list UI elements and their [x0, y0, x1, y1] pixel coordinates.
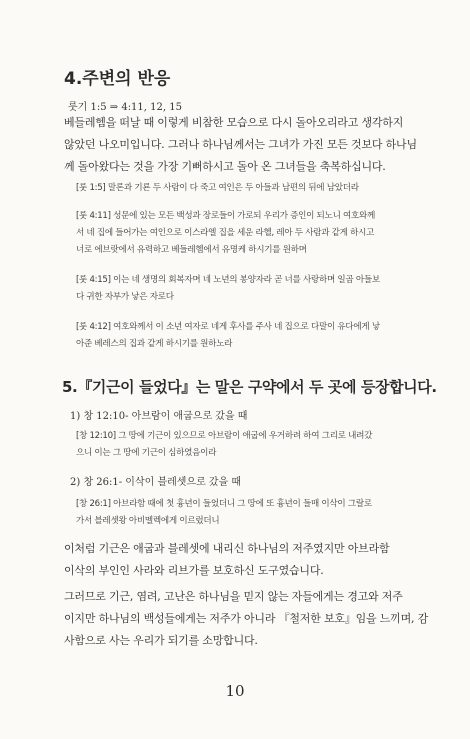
list-item-genesis-26: 2) 창 26:1- 이삭이 블레셋으로 갔을 때	[70, 477, 242, 488]
section-5-paragraph-2	[64, 586, 429, 652]
quote-genesis-12-10	[76, 428, 418, 462]
list-item-genesis-12: 1) 창 12:10- 아브람이 애굽으로 갔을 때	[70, 411, 248, 422]
section-4-paragraph	[64, 112, 419, 178]
quote-line: [룻 4:15] 이는 네 생명의 회복자며 네 노년의 봉양자라 곧 너를 사랑하며 일곱 아들보	[76, 275, 380, 285]
quote-line: 으니 이는 그 땅에 기근이 심하였음이라	[76, 448, 217, 458]
quote-line: [창 12:10] 그 땅에 기근이 있으므로 아브람이 애굽에 우거하려 하여 그리로 내려갔	[76, 431, 373, 441]
quote-line: 가서 블레셋왕 아비멜렉에게 이르렀더니	[76, 516, 220, 526]
quote-line: 아준 베레스의 집과 같게 하시기를 원하노라	[76, 339, 233, 349]
quote-line: [룻 4:11] 성문에 있는 모든 백성과 장로들이 가로되 우리가 증인이 되노니 여호와께	[76, 211, 376, 221]
quote-ruth-1-5	[76, 180, 418, 197]
paragraph-line: 께 돌아왔다는 것을 가장 기뻐하시고 돌아 온 그녀들을 축복하십니다.	[64, 160, 386, 173]
quote-line: [룻 1:5] 말론과 기룐 두 사람이 다 죽고 여인은 두 아들과 남편의 뒤에 남았더라	[76, 183, 359, 193]
section-4-heading: 4.주변의 반응	[64, 69, 171, 89]
paragraph-line: 않았던 나오미입니다. 그러나 하나님께서는 그녀가 가진 모든 것보다 하나님	[64, 138, 417, 151]
quote-line: 너로 에브랏에서 유력하고 베들레헴에서 유명케 하시기를 원하며	[76, 245, 307, 255]
quote-genesis-26-1	[76, 496, 418, 530]
quote-ruth-4-15	[76, 272, 418, 306]
paragraph-line: 베들레헴을 떠날 때 이렇게 비참한 모습으로 다시 돌아오리라고 생각하지	[64, 116, 404, 129]
quote-line: 다 귀한 자부가 낳은 자로다	[76, 292, 174, 302]
quote-ruth-4-11	[76, 208, 418, 259]
section-5-paragraph-1	[64, 538, 419, 582]
paragraph-line: 이처럼 기근은 애굽과 블레셋에 내리신 하나님의 저주였지만 아브라함	[64, 542, 390, 555]
paragraph-line: 그러므로 기근, 염려, 고난은 하나님을 믿지 않는 자들에게는 경고와 저주	[64, 590, 403, 603]
page-number: 10	[225, 682, 245, 700]
paragraph-line: 이삭의 부인인 사라와 리브가를 보호하신 도구였습니다.	[64, 564, 324, 577]
quote-ruth-4-12	[76, 319, 418, 353]
paragraph-line: 이지만 하나님의 백성들에게는 저주가 아니라 『철저한 보호』임을 느끼며, 감	[64, 612, 429, 625]
section-5-heading: 5.『기근이 들었다』는 말은 구약에서 두 곳에 등장합니다.	[62, 378, 437, 396]
paragraph-line: 사함으로 사는 우리가 되기를 소망합니다.	[64, 634, 258, 647]
quote-line: [룻 4:12] 여호와께서 이 소년 여자로 네게 후사를 주사 네 집으로 다말이 유다에게 낳	[76, 322, 380, 332]
quote-line: 서 네 집에 들어가는 여인으로 이스라엘 집을 세운 라헬, 레아 두 사람과 같게 하시고	[76, 228, 375, 238]
quote-line: [창 26:1] 아브라함 때에 첫 흉년이 들었더니 그 땅에 또 흉년이 들매 이삭이 그랄로	[76, 499, 372, 509]
scripture-reference: 룻기 1:5 ⇒ 4:11, 12, 15	[68, 102, 182, 113]
